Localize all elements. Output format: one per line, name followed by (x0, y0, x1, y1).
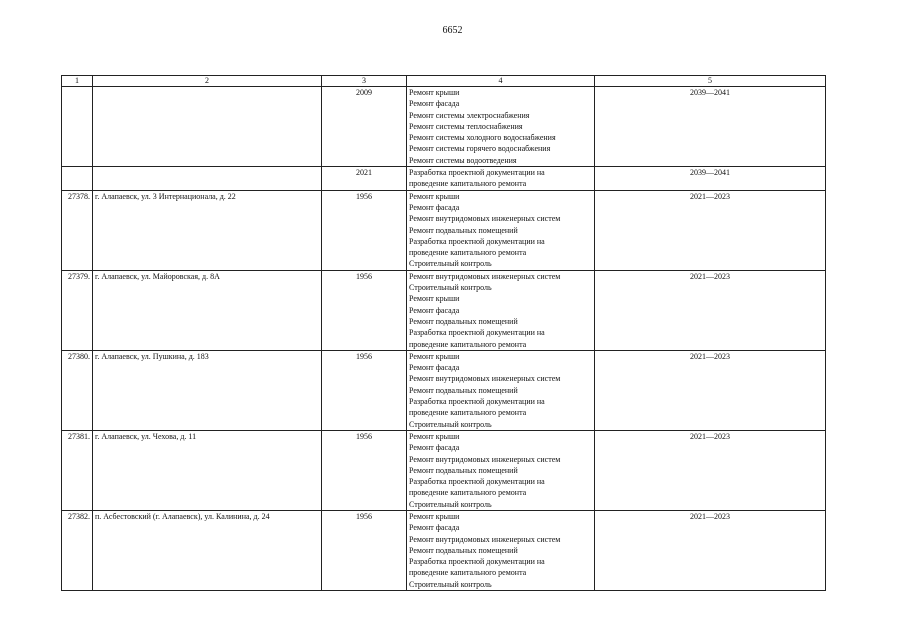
column-number-4: 4 (407, 76, 595, 87)
repair-work-item: Ремонт внутридомовых инженерных систем (409, 271, 561, 281)
planned-period: 2021—2023 (595, 270, 826, 350)
repair-works-list (407, 430, 595, 510)
repair-work-item: Разработка проектной документации на (409, 397, 545, 407)
building-address: г. Алапаевск, ул. Майоровская, д. 8А (93, 270, 322, 350)
repair-work-item: Ремонт фасада (409, 99, 460, 109)
table-row (62, 87, 826, 167)
repair-work-item: Разработка проектной документации на (409, 236, 545, 246)
repair-works-list (407, 350, 595, 430)
row-number: 27381. (62, 430, 93, 510)
repair-work-item: Разработка проектной документации на (409, 477, 545, 487)
repair-work-item: Строительный контроль (409, 283, 492, 293)
planned-period: 2021—2023 (595, 430, 826, 510)
repair-work-item: Строительный контроль (409, 579, 492, 589)
repair-work-item: Строительный контроль (409, 259, 492, 269)
repair-work-item: Ремонт крыши (409, 294, 460, 304)
commissioning-year: 1956 (322, 350, 407, 430)
repair-work-item: Разработка проектной документации на (409, 168, 545, 178)
repair-work-item: Разработка проектной документации на (409, 557, 545, 567)
building-address (93, 87, 322, 167)
repair-work-item: Ремонт подвальных помещений (409, 225, 518, 235)
repair-works-list (407, 87, 595, 167)
repair-work-item: Ремонт подвальных помещений (409, 545, 518, 555)
repair-work-item: Ремонт фасада (409, 202, 460, 212)
repair-work-item: Ремонт внутридомовых инженерных систем (409, 454, 561, 464)
repair-work-item: Ремонт системы водоотведения (409, 155, 517, 165)
repair-work-item: проведение капитального ремонта (409, 339, 527, 349)
row-number: 27382. (62, 510, 93, 590)
planned-period: 2021—2023 (595, 350, 826, 430)
commissioning-year: 2021 (322, 167, 407, 191)
building-address: г. Алапаевск, ул. 3 Интернационала, д. 22 (93, 190, 322, 270)
column-number-5: 5 (595, 76, 826, 87)
repair-work-item: проведение капитального ремонта (409, 248, 527, 258)
repair-work-item: проведение капитального ремонта (409, 488, 527, 498)
repair-work-item: проведение капитального ремонта (409, 408, 527, 418)
repair-works-list (407, 167, 595, 191)
commissioning-year: 1956 (322, 510, 407, 590)
repair-work-item: проведение капитального ремонта (409, 179, 527, 189)
repair-work-item: Ремонт системы электроснабжения (409, 110, 530, 120)
repair-work-item: Ремонт внутридомовых инженерных систем (409, 374, 561, 384)
table-row (62, 190, 826, 270)
commissioning-year: 1956 (322, 430, 407, 510)
repair-work-item: Ремонт крыши (409, 88, 460, 97)
repair-work-item: Ремонт внутридомовых инженерных систем (409, 214, 561, 224)
building-address: п. Асбестовский (г. Алапаевск), ул. Калинина, д. 24 (93, 510, 322, 590)
column-number-3: 3 (322, 76, 407, 87)
repair-works-list (407, 510, 595, 590)
repair-work-item: Ремонт внутридомовых инженерных систем (409, 534, 561, 544)
table-row (62, 167, 826, 191)
planned-period: 2039—2041 (595, 87, 826, 167)
repair-work-item: Ремонт фасада (409, 523, 460, 533)
repair-works-list (407, 270, 595, 350)
column-number-row (62, 76, 826, 87)
repair-work-item: Ремонт системы теплоснабжения (409, 121, 523, 131)
table-row (62, 430, 826, 510)
table-row (62, 510, 826, 590)
table-row (62, 270, 826, 350)
repair-work-item: Ремонт крыши (409, 351, 460, 361)
commissioning-year: 2009 (322, 87, 407, 167)
row-number: 27380. (62, 350, 93, 430)
repair-work-item: Ремонт фасада (409, 443, 460, 453)
row-number: 27378. (62, 190, 93, 270)
repair-work-item: Ремонт системы холодного водоснабжения (409, 133, 556, 143)
commissioning-year: 1956 (322, 270, 407, 350)
repair-works-list (407, 190, 595, 270)
row-number (62, 87, 93, 167)
column-number-2: 2 (93, 76, 322, 87)
repair-work-item: Ремонт подвальных помещений (409, 316, 518, 326)
row-number: 27379. (62, 270, 93, 350)
repair-work-item: Строительный контроль (409, 499, 492, 509)
column-number-1: 1 (62, 76, 93, 87)
repair-work-item: Ремонт системы горячего водоснабжения (409, 144, 551, 154)
repair-work-item: Ремонт подвальных помещений (409, 385, 518, 395)
planned-period: 2021—2023 (595, 190, 826, 270)
row-number (62, 167, 93, 191)
repair-work-item: Разработка проектной документации на (409, 328, 545, 338)
repair-work-item: Ремонт крыши (409, 511, 460, 521)
repair-schedule-table (61, 75, 826, 591)
building-address: г. Алапаевск, ул. Пушкина, д. 183 (93, 350, 322, 430)
page-number: 6652 (442, 25, 463, 36)
building-address: г. Алапаевск, ул. Чехова, д. 11 (93, 430, 322, 510)
repair-work-item: Ремонт подвальных помещений (409, 465, 518, 475)
repair-work-item: Строительный контроль (409, 419, 492, 429)
table-row (62, 350, 826, 430)
building-address (93, 167, 322, 191)
planned-period: 2039—2041 (595, 167, 826, 191)
repair-work-item: Ремонт крыши (409, 191, 460, 201)
repair-work-item: Ремонт фасада (409, 363, 460, 373)
planned-period: 2021—2023 (595, 510, 826, 590)
repair-work-item: Ремонт крыши (409, 431, 460, 441)
repair-work-item: проведение капитального ремонта (409, 568, 527, 578)
repair-work-item: Ремонт фасада (409, 305, 460, 315)
commissioning-year: 1956 (322, 190, 407, 270)
